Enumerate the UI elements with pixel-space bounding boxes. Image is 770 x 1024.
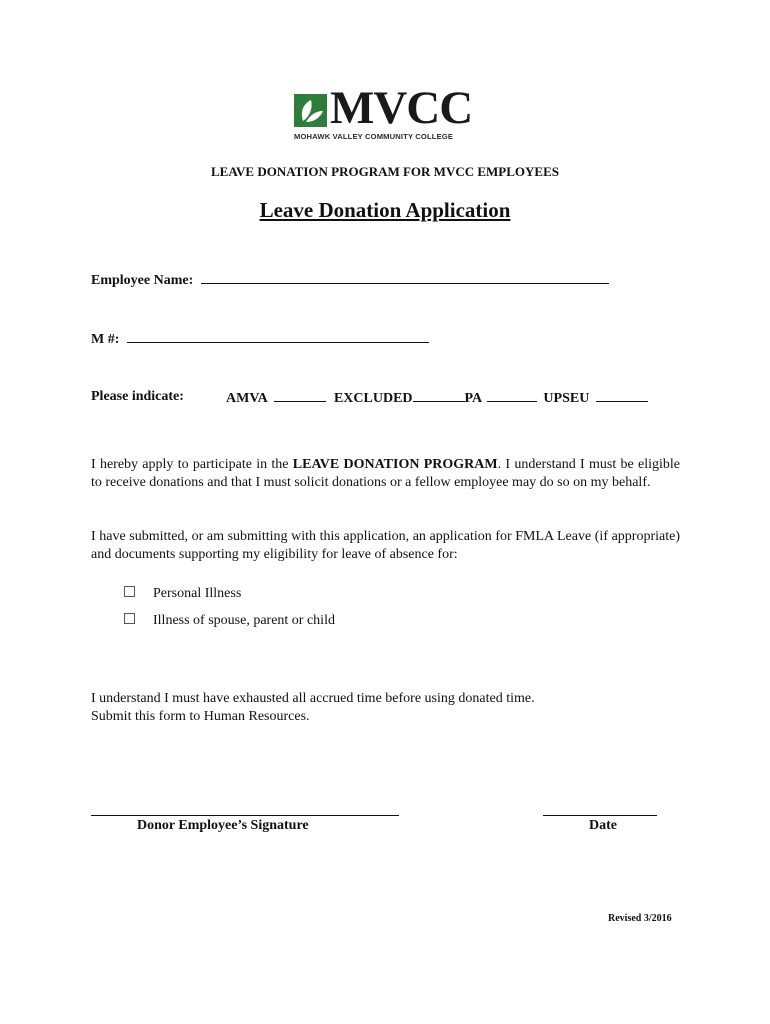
mvcc-logo [294,82,476,144]
indicate-label: Please indicate: [91,389,184,404]
page-title: Leave Donation Application [259,198,511,222]
option-pa-field[interactable] [487,389,537,402]
signature-label: Donor Employee’s Signature [137,818,309,833]
family-illness-checkbox[interactable] [124,613,135,624]
option-excluded-field[interactable] [413,389,465,402]
option-upseu-field[interactable] [596,389,648,402]
paragraph-fmla: I have submitted, or am submitting with this application, an application for FMLA Leave (if appropriate) and documents supporting my eligibility for leave of absence for: [91,529,680,562]
leaf-logo-icon [294,94,327,127]
date-line[interactable] [543,815,657,816]
revision-note: Revised 3/2016 [608,913,672,924]
personal-illness-label: Personal Illness [153,586,242,601]
paragraph-exhausted-time: I understand I must have exhausted all accrued time before using donated time. [91,691,535,706]
checkbox-row-family-illness[interactable] [124,613,335,629]
option-amva-label: AMVA [226,391,267,406]
employee-name-label: Employee Name: [91,273,194,288]
para1-start: I hereby apply to participate in the [91,457,293,472]
paragraph-application [91,456,680,492]
para1-end: . I understand I must be eligible to receive donations and that I must solicit donations or a fellow employee may do so on my behalf. [91,457,680,490]
option-pa-label: PA [464,391,482,406]
employee-name-field[interactable] [201,271,609,284]
paragraph-submit-hr: Submit this form to Human Resources. [91,709,310,724]
date-label: Date [589,818,617,833]
checkbox-row-personal-illness[interactable] [124,586,241,602]
employee-group-options [226,389,648,407]
para1-program-name: LEAVE DONATION PROGRAM [292,457,498,472]
option-amva-field[interactable] [274,389,326,402]
logo-college-name: MOHAWK VALLEY COMMUNITY COLLEGE [294,132,454,141]
employee-name-row [91,271,609,289]
personal-illness-checkbox[interactable] [124,586,135,597]
option-excluded-label: EXCLUDED [333,391,413,406]
m-number-row [91,330,429,348]
family-illness-label: Illness of spouse, parent or child [153,613,335,628]
m-number-field[interactable] [127,330,429,343]
option-upseu-label: UPSEU [543,391,590,406]
m-number-label: M #: [91,332,120,347]
program-heading: LEAVE DONATION PROGRAM FOR MVCC EMPLOYEES [210,164,559,179]
signature-line[interactable] [91,815,399,816]
logo-wordmark: MVCC [330,82,473,134]
